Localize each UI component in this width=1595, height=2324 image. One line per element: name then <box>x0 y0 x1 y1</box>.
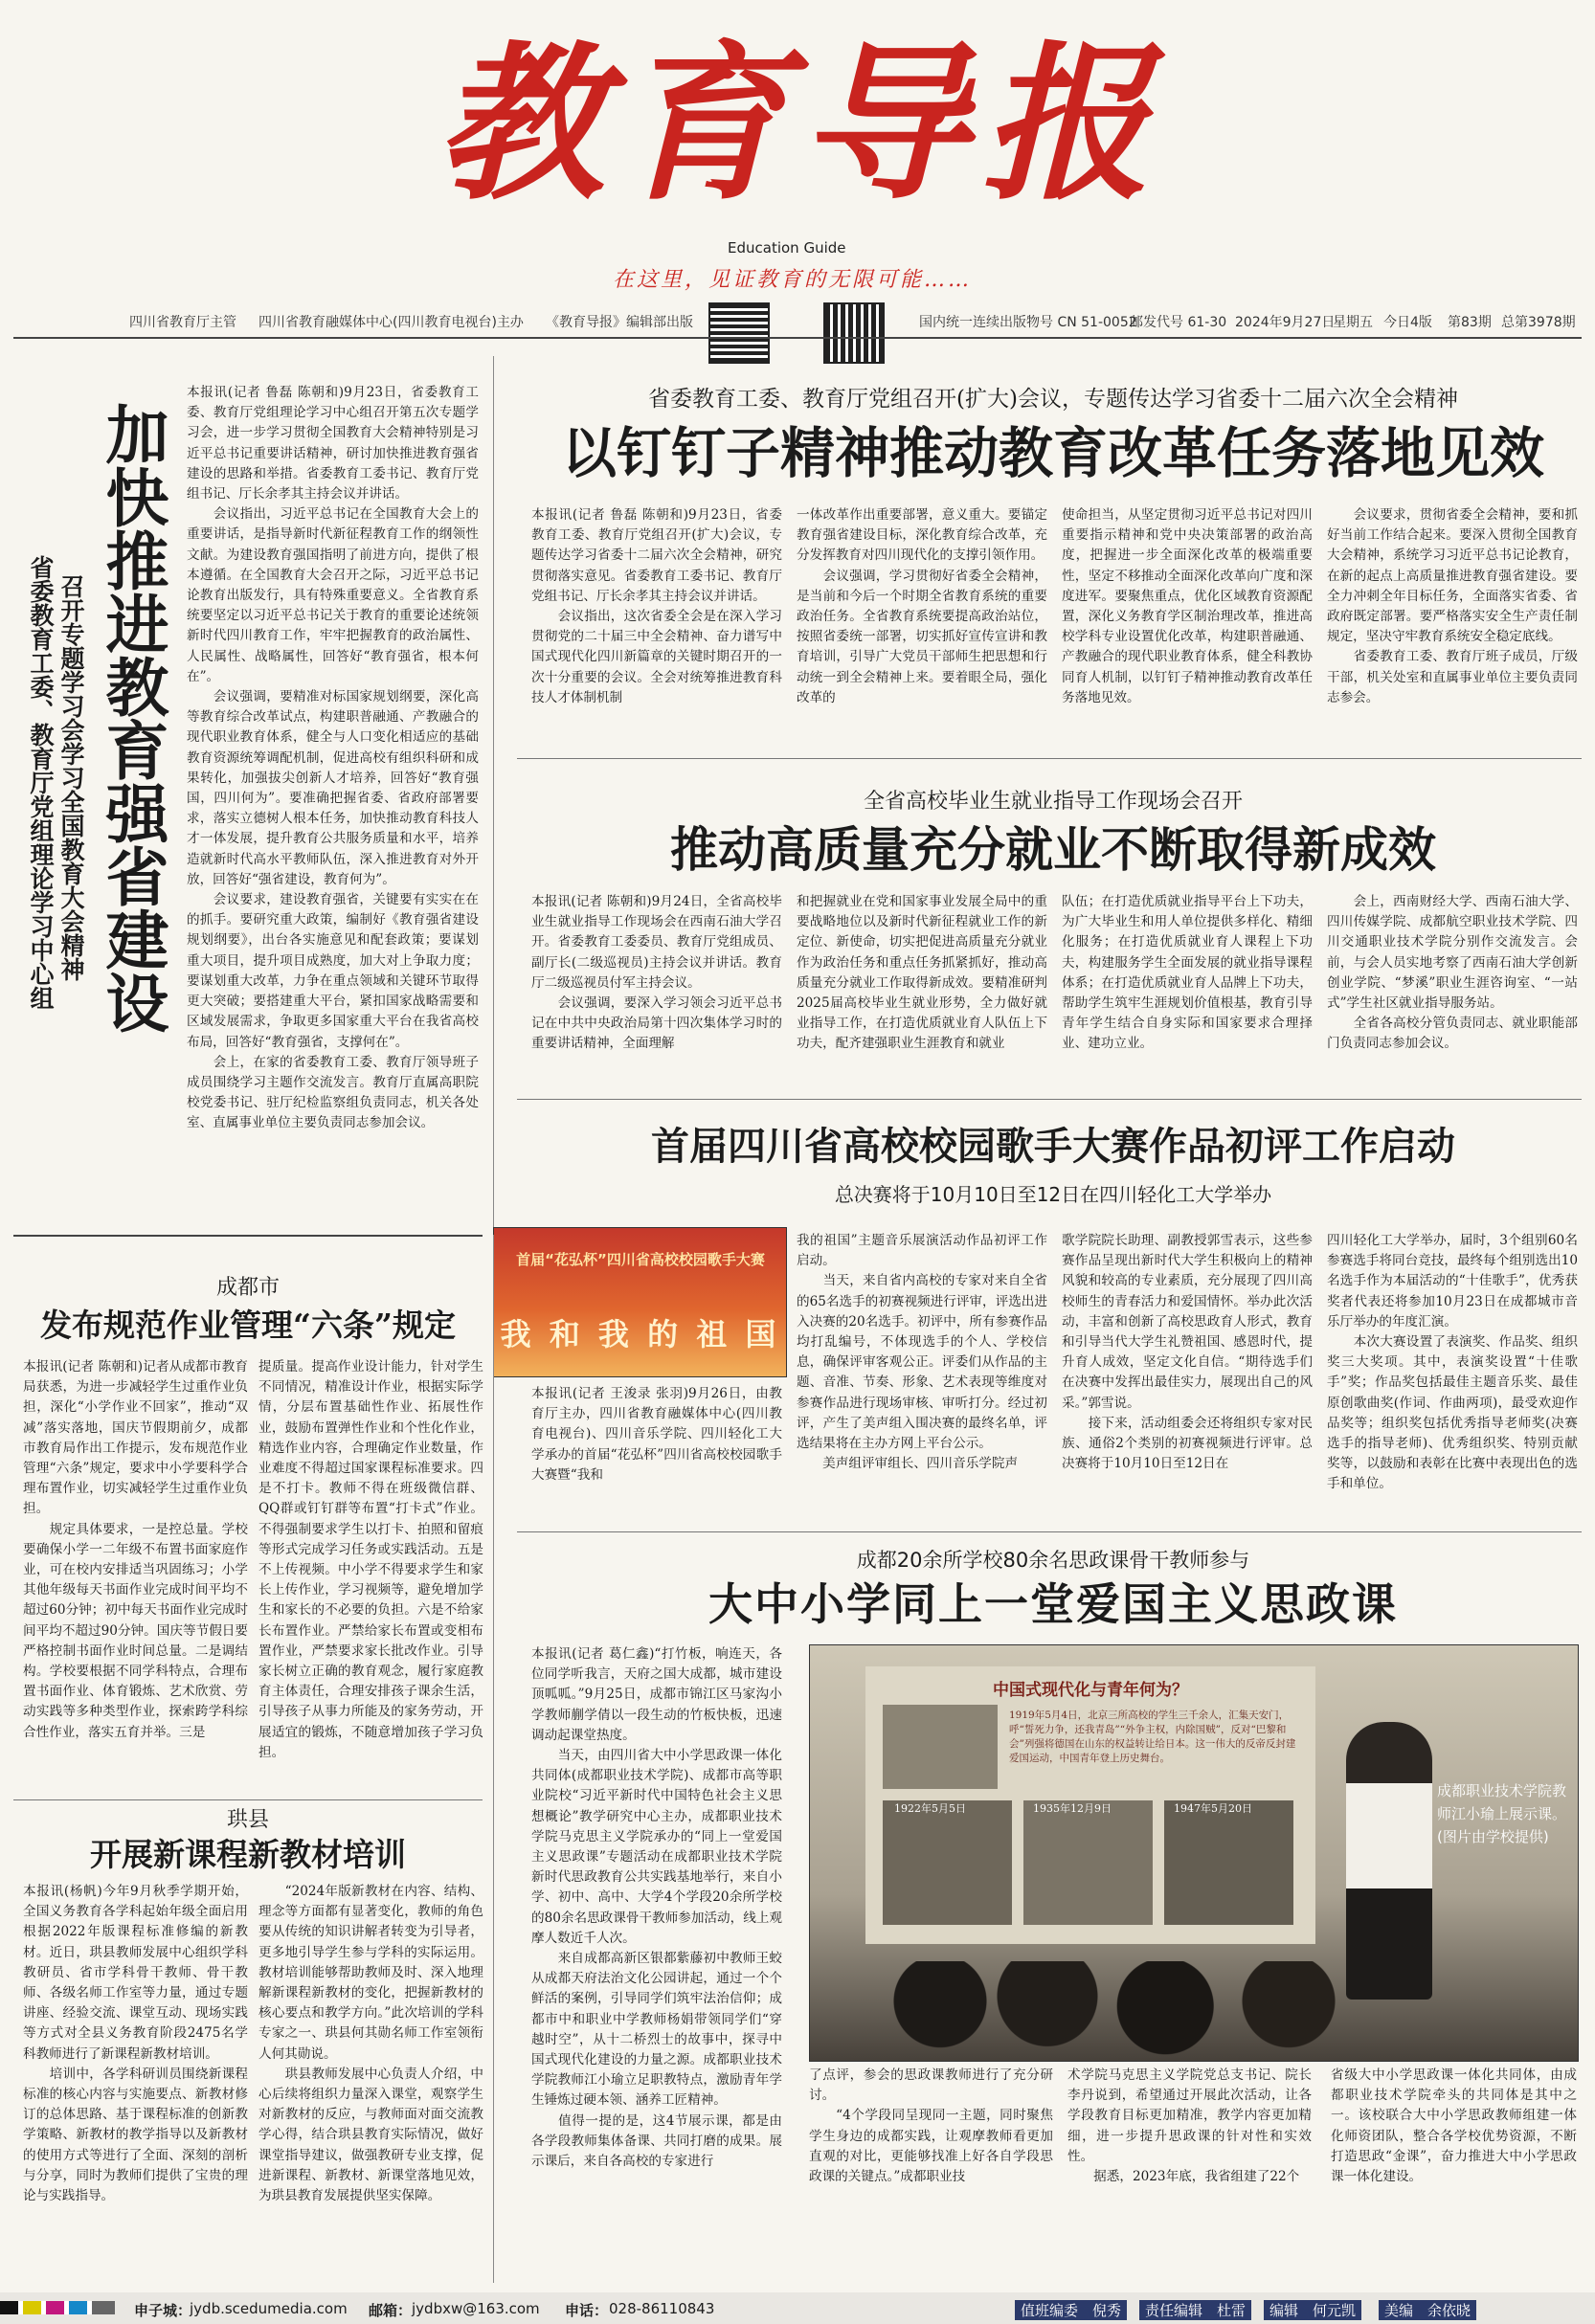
article-body-column: 了点评，参会的思政课教师进行了充分研讨。 “4个学段同呈现同一主题，同时聚焦学生身边的成都实践，让观摩教师看更加直观的对比，更能够找准上好各自学段思政课的关键点。”成都职业技 <box>809 2067 1053 2185</box>
masthead <box>0 0 1595 325</box>
issn-text: 国内统一连续出版物号 CN 51-0052 <box>919 315 1137 330</box>
newspaper-title: 教育导报 <box>435 25 1163 223</box>
side-article-body: 本报讯(记者 鲁磊 陈朝和)9月23日，省委教育工委、教育厅党组理论学习中心组召开第五次专题学习会，进一步学习贯彻全国教育大会精神特别是习近平总书记重要讲话精神，研讨加快推进教育强省建设的思路和举措。省委教育工委书记、教育厅党组书记、厅长余孝其主持会议并讲话。 会议指出，习近平总书记在全国教育大会上的重要讲话，是指导新时代新征程教育工作的纲领性文献。为建设教育强国指明了前进方向，提供了根本遵循。在全国教育大会召开之际，习近平总书记论教育出版发行，具有特殊重要意义。全省教育系统要坚定以习近平总书记关于教育的重要论述统领新时代四川教育工作，牢牢把握教育的政治属性、人民属性、战略属性，回答好“教育强省，根本何在”。 会议强调，要精准对标国家规划纲要，深化高等教育综合改革试点，构建职普融通、产教融合的现代职业教育体系，健全与人口变化相适应的基础教育资源统筹调配机制，促进高校有组织科研和成果转化，加强拔尖创新人才培养，回答好“教育强国，四川何为”。要准确把握省委、省政府部署要求，落实立德树人根本任务，加快推动教育科技人才一体发展，提升教育公共服务质量和水平，培养造就新时代高水平教师队伍，深入推进教育对外开放，回答好“强省建设，教育何为”。 会议要求，建设教育强省，关键要有实实在在的抓手。要研究重大政策，编制好《教育强省建设规划纲要》，出台各实施意见和配套政策；要谋划重大项目，提升项目成熟度，加大对上争取力度；要谋划重大改革，力争在重点领域和关键环节取得更大突破；要搭建重大平台，紧扣国家战略需要和区域发展需求，争取更多国家重大平台在我省高校布局，回答好“教育强省，支撑何在”。 会上，在家的省委教育工委、教育厅领导班子成员围绕学习主题作交流发言。教育厅直属高职院校党委书记、驻厅纪检监察组负责同志，机关各处室、直属事业单位主要负责同志参加会议。 <box>187 385 479 1131</box>
issue-number: 第83期 <box>1448 315 1492 330</box>
phone-label: 申话： <box>565 2302 609 2319</box>
slide-date: 1935年12月9日 <box>1033 1802 1112 1815</box>
email-address: jydbxw@163.com <box>412 2300 540 2317</box>
editor: 编辑 何元凯 <box>1264 2300 1361 2320</box>
article-kicker: 成都20余所学校80余名思政课骨干教师参与 <box>856 1549 1250 1572</box>
article-body-column: 会上，西南财经大学、西南石油大学、四川传媒学院、成都航空职业技术学院、四川交通职业技术学院分别作交流发言。会前，与会人员实地考察了西南石油大学创新创业学院、“梦溪”职业生涯咨询室、“一站式”学生社区就业指导服务站。 全省各高校分管负责同志、就业职能部门负责同志参加会议。 <box>1327 894 1578 1052</box>
article-body-column: “2024年版新教材在内容、结构、理念等方面都有显著变化，教师的角色要从传统的知识讲解者转变为引导者，更多地引导学生参与学科的实际运用。教材培训能够帮助教师及时、深入地理解新课程新教材的变化，把握新教材的核心要点和教学方向。”此次培训的学科专家之一、珙县何其勋名师工作室领衔人何其勋说。 珙县教师发展中心负责人介绍，中心后续将组织力量深入课堂，观察学生对新教材的反应，与教师面对面交流教学心得，结合珙县教育实际情况，做好课堂指导建议，做强教研专业支撑，促进新课程、新教材、新课堂落地见效，为珙县教育发展提供坚实保障。 <box>258 1884 483 2204</box>
article-headline: 以钉钉子精神推动教育改革任务落地见效 <box>562 421 1544 485</box>
newspaper-slogan: 在这里，见证教育的无限可能…… <box>613 268 973 292</box>
article-body-column: 本报讯(记者 陈朝和)9月24日，全省高校毕业生就业指导工作现场会在西南石油大学召开。省委教育工委委员、教育厅党组成员、副厅长(二级巡视员)主持会议并讲话。教育厅二级巡视员付军主持会议。 会议强调，要深入学习领会习近平总书记在中共中央政治局第十四次集体学习时的重要讲话精神，全面理解 <box>531 894 782 1052</box>
qr-code-icon <box>823 302 885 364</box>
article-kicker: 珙县 <box>226 1808 269 1832</box>
historical-photo <box>1164 1800 1293 1925</box>
duty-editor: 值班编委 倪秀 <box>1015 2300 1127 2320</box>
students-silhouettes <box>887 1961 1423 2061</box>
responsible-editor: 责任编辑 杜雷 <box>1139 2300 1251 2320</box>
article-headline: 首届四川省高校校园歌手大赛作品初评工作启动 <box>651 1124 1455 1169</box>
article-body-column: 歌学院院长助理、副教授郭雪表示，这些参赛作品呈现出新时代大学生积极向上的精神风貌和较高的专业素质，充分展现了四川高校师生的青春活力和爱国情怀。举办此次活动，丰富和创新了高校思政育人形式，教育和引导当代大学生礼赞祖国、感恩时代，提升育人成效，坚定文化自信。“期待选手们在决赛中发挥出最佳实力，展现出自己的风采。”郭雪说。 接下来，活动组委会还将组织专家对民族、通俗2个类别的初赛视频进行评审。总决赛将于10月10日至12日在 <box>1062 1233 1313 1472</box>
article-body-column: 术学院马克思主义学院党总支书记、院长李丹说到，希望通过开展此次活动，让各学段教育目标更加精准，教学内容更加精细，进一步提升思政课的针对性和实效性。 据悉，2023年底，我省组建了22个 <box>1067 2067 1312 2185</box>
article-body-column: 本报讯(记者 葛仁鑫)“打竹板，响连天，各位同学听我言，天府之国大成都，城市建设顶呱呱。”9月25日，成都市锦江区马家沟小学教师蒯学倩以一段生动的竹板快板，迅速调动起课堂热度。 当天，由四川省大中小学思政课一体化共同体(成都职业技术学院)、成都市高等职业院校“习近平新时代中国特色社会主义思想概论”教学研究中心主办，成都职业技术学院马克思主义学院承办的“同上一堂爱国主义思政课”专题活动在成都职业技术学院新时代思政教育公共实践基地举行，来自小学、初中、高中、大学4个学段20余所学校的80余名思政课骨干教师参加活动，线上观摩人数近千人次。 来自成都高新区银都紫藤初中教师王蛟从成都天府法治文化公园讲起，通过一个个鲜活的案例，引导同学们筑牢法治信仰；成都市中和职业中学教师杨娟带领同学们“穿越时空”，从十二桥烈士的故事中，探寻中国式现代化建设的力量之源。成都职业技术学院教师江小瑜立足职教特点，激励青年学生锤炼过硬本领、涵养工匠精神。 值得一提的是，这4节展示课，都是由各学段教师集体备课、共同打磨的成果。展示课后，来自各高校的专家进行 <box>531 1646 782 2170</box>
article-body-column: 使命担当，从坚定贯彻习近平总书记对四川重要指示精神和党中央决策部署的政治高度，把握进一步全面深化改革的极端重要性，坚定不移推动全面深化改革向广度和深度进军。要聚焦重点，优化区域教育资源配置，深化义务教育学区制治理改革，推进高校学科专业设置优化改革，构建职普融通、产教融合的现代职业教育体系，健全科教协同育人机制，以钉钉子精神推动教育改革任务落地见效。 <box>1062 507 1313 705</box>
website-label: 申子城： <box>134 2302 192 2319</box>
article-body-column: 一体改革作出重要部署，意义重大。要锚定教育强省建设目标，深化教育综合改革，充分发挥教育对四川现代化的支撑引领作用。 会议强调，学习贯彻好省委全会精神，是当前和今后一个时期全省教育系统的重要政治任务。全省教育系统要提高政治站位，按照省委统一部署，切实抓好宣传宣讲和教育培训，引导广大党员干部师生把思想和行动统一到全会精神上来。要着眼全局，强化改革的 <box>797 507 1047 705</box>
newspaper-english-title: Education Guide <box>728 239 846 257</box>
article-headline: 推动高质量充分就业不断取得新成效 <box>670 821 1436 878</box>
sponsor-text: 四川省教育融媒体中心(四川教育电视台)主办 <box>258 315 524 330</box>
column-divider <box>493 1235 494 2283</box>
article-kicker: 省委教育工委、教育厅党组召开(扩大)会议，专题传达学习省委十二届六次全会精神 <box>648 387 1458 412</box>
slide-title: 中国式现代化与青年何为？ <box>993 1681 1188 1700</box>
historical-photo <box>883 1800 1012 1925</box>
side-article-subhead: 省委教育工委、教育厅党组理论学习中心组 <box>27 555 55 1010</box>
pages-text: 今日4版 <box>1383 315 1432 330</box>
contest-banner-image <box>493 1227 787 1377</box>
teacher-figure <box>1346 1722 1432 2000</box>
article-kicker: 成都市 <box>215 1276 280 1300</box>
divider <box>13 1799 483 1800</box>
article-body-column: 四川轻化工大学举办，届时，3个组别60名参赛选手将同台竞技，最终每个组别选出10名选手作为本届活动的“十佳歌手”，优秀获奖者代表还将参加10月23日在成都城市音乐厅举办的年度汇演。 本次大赛设置了表演奖、作品奖、组织奖三大奖项。其中，表演奖设置“十佳歌手”奖；作品奖包括最佳主题音乐奖、最佳原创歌曲奖(作词、作曲两项)，最受欢迎作品奖等；组织奖包括优秀指导老师奖(决赛选手的指导老师)、优秀组织奖、特别贡献奖等，以鼓励和表彰在比赛中表现出色的选手和单位。 <box>1327 1233 1578 1492</box>
website-url: jydb.scedumedia.com <box>190 2300 348 2317</box>
total-issue-number: 总第3978期 <box>1501 315 1576 330</box>
historical-photo <box>1023 1800 1153 1925</box>
postcode-text: 邮发代号 61-30 <box>1130 315 1227 330</box>
article-subtitle: 总决赛将于10月10日至12日在四川轻化工大学举办 <box>834 1183 1272 1206</box>
article-headline: 开展新课程新教材培训 <box>90 1836 406 1873</box>
issue-info-bar <box>0 304 1595 333</box>
divider <box>13 337 1582 339</box>
side-article-headline: 加快推进教育强省建设 <box>95 402 169 1034</box>
color-calibration-bar <box>0 2301 115 2314</box>
article-body-column: 我的祖国”主题音乐展演活动作品初评工作启动。 当天，来自省内高校的专家对来自全省的65名选手的初赛视频进行评审，评选出进入决赛的20名选手。初评中，所有参赛作品均打乱编号，不体现选手的个人、学校信息，确保评审客观公正。评委们从作品的主题、音准、节奏、形象、艺术表现等维度对参赛作品进行现场审核、审听打分。经过初评，产生了美声组入围决赛的最终名单，评选结果将在主办方网上平台公示。 美声组评审组长、四川音乐学院声 <box>797 1233 1047 1472</box>
sponsor-text: 四川省教育厅主管 <box>129 315 236 330</box>
issue-date: 2024年9月27日 <box>1235 315 1336 330</box>
slide-date: 1947年5月20日 <box>1174 1802 1252 1815</box>
phone-number: 028-86110843 <box>609 2300 715 2317</box>
weekday-text: 星期五 <box>1333 315 1373 330</box>
article-body-column: 提质量。提高作业设计能力，针对学生不同情况，精准设计作业，根据实际学情，分层布置基础性作业、拓展性作业，鼓励布置弹性作业和个性化作业，精选作业内容，合理确定作业数量，作业难度不得超过国家课程标准要求。四是不打卡。教师不得在班级微信群、QQ群或钉钉群等布置“打卡式”作业。不得强制要求学生以打卡、拍照和留痕等形式完成学习任务或实践活动。五是不上传视频。中小学不得要求学生和家长上传作业，学习视频等，避免增加学生和家长的不必要的负担。六是不给家长布置作业。严禁给家长布置或变相布置作业，严禁要求家长批改作业。引导家长树立正确的教育观念，履行家庭教育主体责任，合理安排孩子课余生活，引导孩子从事力所能及的家务劳动，开展适宜的锻炼，不随意增加孩子学习负担。 <box>258 1359 483 1760</box>
classroom-photo <box>809 1644 1579 2062</box>
divider <box>517 1099 1582 1100</box>
divider <box>517 758 1582 759</box>
banner-motto: 我 和 我 的 祖 国 <box>500 1316 780 1352</box>
side-article-subhead: 召开专题学习会学习全国教育大会精神 <box>57 574 85 981</box>
article-kicker: 全省高校毕业生就业指导工作现场会召开 <box>863 790 1243 814</box>
footer-bar <box>0 2292 1595 2324</box>
slide-date: 1922年5月5日 <box>894 1802 966 1815</box>
slide-text: 1919年5月4日，北京三所高校的学生三千余人，汇集天安门，呼“誓死力争，还我青岛”“外争主权，内除国贼”，反对“巴黎和会”列强将德国在山东的权益转让给日本。这一伟大的反帝反封建爱国运动，中国青年登上历史舞台。 <box>1009 1709 1296 1764</box>
article-body-column: 本报讯(记者 王浚录 张羽)9月26日，由教育厅主办，四川省教育融媒体中心(四川教育电视台)、四川音乐学院、四川轻化工大学承办的首届“花弘杯”四川省高校校园歌手大赛暨“我和 <box>531 1386 782 1483</box>
banner-title: 首届“花弘杯”四川省高校校园歌手大赛 <box>516 1251 765 1268</box>
divider <box>517 1531 1582 1532</box>
article-body-column: 省级大中小学思政课一体化共同体，由成都职业技术学院牵头的共同体是其中之一。该校联合大中小学思政教师组建一体化师资团队，整合各学校优势资源，不断打造思政“金课”，奋力推进大中小学思政课一体化建设。 <box>1331 2067 1577 2185</box>
sponsor-text: 《教育导报》编辑部出版 <box>546 315 693 330</box>
article-body-column: 会议要求，贯彻省委全会精神，要和抓好当前工作结合起来。要深入贯彻全国教育大会精神，系统学习习近平总书记论教育，在新的起点上高质量推进教育强省建设。要全力冲刺全年目标任务，全面落实省委、省政府既定部署。要严格落实安全生产责任制规定，坚决守牢教育系统安全稳定底线。 省委教育工委、教育厅班子成员，厅级干部，机关处室和直属事业单位主要负责同志参会。 <box>1327 507 1578 705</box>
article-headline: 大中小学同上一堂爱国主义思政课 <box>708 1578 1398 1630</box>
email-label: 邮箱： <box>369 2302 413 2319</box>
photo-caption: 成都职业技术学院教师江小瑜上展示课。(图片由学校提供) <box>1437 1782 1567 1845</box>
presentation-slide <box>865 1666 1315 1944</box>
art-editor: 美编 余依晓 <box>1379 2300 1476 2320</box>
divider <box>13 1235 483 1237</box>
article-body-column: 本报讯(记者 陈朝和)记者从成都市教育局获悉，为进一步减轻学生过重作业负担，深化“小学作业不回家”，推动“双减”落实落地，国庆节假期前夕，成都市教育局作出工作提示，发布规范作业管理“六条”规定，要求中小学要科学合理布置作业，切实减轻学生过重作业负担。 规定具体要求，一是控总量。学校要确保小学一二年级不布置书面家庭作业，可在校内安排适当巩固练习；小学其他年级每天书面作业完成时间平均不超过60分钟；初中每天书面作业完成时间平均不超过90分钟。国庆等节假日要严格控制书面作业时间总量。二是调结构。学校要根据不同学科特点，合理布置书面作业、体育锻炼、艺术欣赏、劳动实践等多种类型作业，探索跨学科综合性作业，落实五育并举。三是 <box>23 1359 248 1740</box>
qr-code-icon <box>708 302 770 364</box>
article-body-column: 队伍；在打造优质就业指导平台上下功夫，为广大毕业生和用人单位提供多样化、精细化服务；在打造优质就业育人课程上下功夫，构建服务学生全面发展的就业指导课程体系；在打造优质就业育人品牌上下功夫，帮助学生筑牢生涯规划价值根基，教育引导青年学生结合自身实际和国家要求合理择业、建功立业。 <box>1062 894 1313 1052</box>
article-headline: 发布规范作业管理“六条”规定 <box>40 1307 456 1344</box>
article-body-column: 本报讯(杨帆)今年9月秋季学期开始，全国义务教育各学科起始年级全面启用根据2022年版课程标准修编的新教材。近日，珙县教师发展中心组织学科教研员、省市学科骨干教师、骨干教师、各级名师工作室等力量，通过专题讲座、经验交流、课堂互动、现场实践等方式对全县义务教育阶段2475名学科教师进行了新课程新教材培训。 培训中，各学科研训员围绕新课程标准的核心内容与实施要点、新教材修订的总体思路、基于课程标准的创新教学策略、新教材的教学指导以及新教材的使用方式等进行了全面、深刻的剖析与分享，同时为教师们提供了宝贵的理论与实践指导。 <box>23 1884 248 2204</box>
article-body-column: 本报讯(记者 鲁磊 陈朝和)9月23日，省委教育工委、教育厅党组召开(扩大)会议，专题传达学习省委十二届六次全会精神，研究贯彻落实意见。省委教育工委书记、教育厅党组书记、厅长余孝其主持会议并讲话。 会议指出，这次省委全会是在深入学习贯彻党的二十届三中全会精神、奋力谱写中国式现代化四川新篇章的关键时期召开的一次十分重要的会议。全会对统筹推进教育科技人才体制机制 <box>531 507 782 705</box>
historical-photo <box>883 1705 998 1789</box>
article-body-column: 和把握就业在党和国家事业发展全局中的重要战略地位以及新时代新征程就业工作的新定位、新使命，切实把促进高质量充分就业作为政治任务和重点任务抓紧抓好，推动高质量充分就业工作取得新成效。要精准研判2025届高校毕业生就业形势，全力做好就业指导工作，在打造优质就业育人队伍上下功夫，配齐建强职业生涯教育和就业 <box>797 894 1047 1052</box>
column-divider <box>493 356 494 1227</box>
